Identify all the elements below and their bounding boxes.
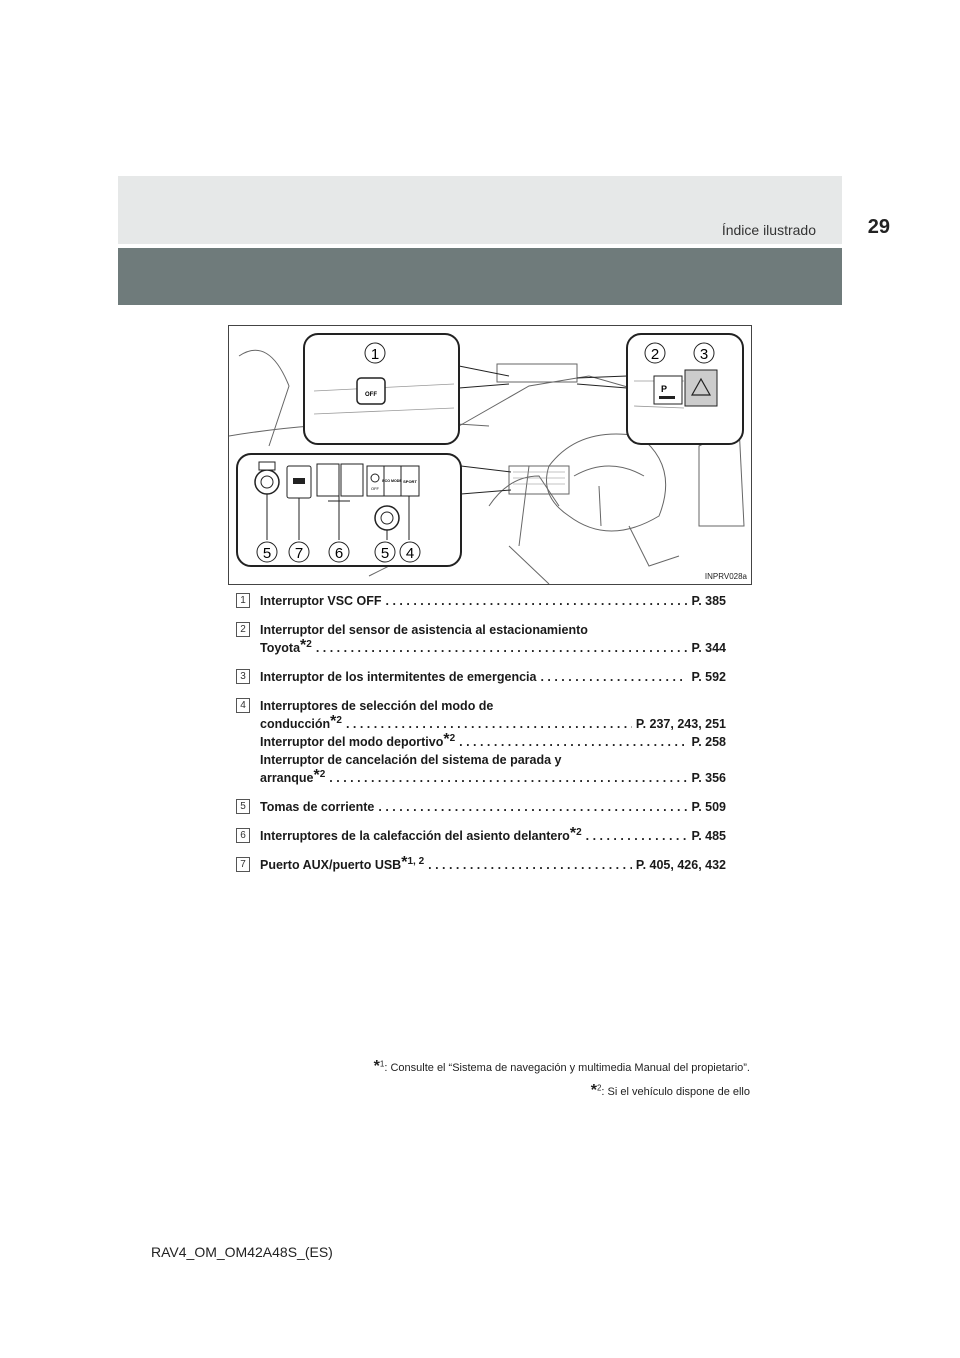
list-item (236, 668, 726, 686)
list-item (236, 827, 726, 845)
callout-number-4: 4 (405, 545, 415, 562)
item-text: Interruptores de la calefacción del asiento delantero (260, 829, 570, 843)
item-line (260, 668, 726, 686)
item-number: 5 (236, 799, 250, 814)
item-number: 2 (236, 622, 250, 637)
item-text: Interruptores de selección del modo de (260, 699, 494, 713)
item-line: conducción$^{*2}$ . . . P. 237, 243, 251 (260, 715, 726, 733)
vsc-switch-label: OFF (365, 392, 377, 398)
footnote: *$^2$: Si el vehículo dispone de ello (590, 1082, 750, 1099)
item-line: Interruptores de la calefacción del asiento delantero$^{*2}$ . . . P. 485 (260, 827, 726, 845)
auto-off-label: OFF (371, 486, 379, 491)
item-line: Puerto AUX/puerto USB$^{*1, 2}$ . . . P. 405, 426, 432 (260, 856, 726, 874)
item-text: conducción (260, 717, 331, 731)
list-item (236, 798, 726, 816)
footnote-number: 2 (596, 1083, 602, 1093)
footnote-marker: 2 (306, 639, 312, 650)
footnote-marker: 2 (319, 769, 326, 780)
page-reference[interactable]: P. 485 (691, 829, 726, 843)
item-text: Interruptor de los intermitentes de emergencia (260, 670, 537, 684)
page-number: 29 (867, 216, 890, 238)
footnote-marker: 1, 2 (407, 856, 425, 867)
dashboard-illustration (228, 325, 752, 585)
eco-mode-label: ECO MODE (382, 479, 402, 483)
item-text: Interruptor de cancelación del sistema de parada y (260, 753, 562, 767)
callout-number-3: 3 (699, 346, 709, 363)
item-number: 4 (236, 698, 250, 713)
item-number: 7 (236, 857, 250, 872)
footnote-marker: 2 (449, 733, 456, 744)
item-line: arranque$^{*2}$ . . . P. 356 (260, 769, 726, 787)
list-item (236, 856, 726, 874)
footnote-text: : Consulte el “Sistema de navegación y multimedia Manual del propietario”. (384, 1062, 750, 1074)
list-item (236, 697, 726, 787)
callout-number-5b: 5 (380, 545, 390, 562)
item-line (260, 798, 726, 816)
item-line (260, 621, 726, 639)
page-reference[interactable]: P. 344 (691, 641, 726, 655)
callout-number-7: 7 (294, 545, 304, 562)
section-title: Índice ilustrado (721, 222, 816, 238)
item-line: Interruptor del modo deportivo$^{*2}$ . . . P. 258 (260, 733, 726, 751)
section-bar (118, 248, 842, 305)
item-text: arranque (260, 771, 314, 785)
item-text: Puerto AUX/puerto USB (260, 858, 402, 872)
parking-sensor-switch (654, 376, 682, 404)
page-reference[interactable]: P. 509 (691, 800, 726, 814)
vsc-off-switch (357, 378, 385, 404)
footnote-number: 1 (379, 1059, 385, 1069)
list-item (236, 592, 726, 610)
page-reference[interactable]: P. 405, 426, 432 (635, 858, 726, 872)
document-code: RAV4_OM_OM42A48S_(ES) (151, 1244, 333, 1260)
item-text: Toyota (260, 641, 301, 655)
callout-number-6: 6 (334, 545, 344, 562)
sport-label: SPORT (403, 479, 417, 484)
item-number: 6 (236, 828, 250, 843)
dashboard-drawing (229, 326, 751, 584)
page-reference[interactable]: P. 356 (691, 771, 726, 785)
callout-number-2: 2 (650, 346, 660, 363)
callout-number-1: 1 (370, 346, 380, 363)
item-list (236, 592, 726, 885)
footnote-marker: 2 (576, 827, 582, 838)
page-reference[interactable]: P. 237, 243, 251 (635, 717, 726, 731)
item-text: Interruptor del modo deportivo (260, 735, 444, 749)
footnote: *$^1$: Consulte el “Sistema de navegación y multimedia Manual del propietario”. (373, 1058, 750, 1075)
footnote-marker: 2 (336, 715, 342, 726)
item-text: Interruptor del sensor de asistencia al estacionamiento (260, 623, 588, 637)
page-reference[interactable]: P. 385 (691, 594, 726, 608)
footnote-text: : Si el vehículo dispone de ello (601, 1086, 750, 1098)
item-line (260, 751, 726, 769)
item-text: Tomas de corriente (260, 800, 375, 814)
footnotes (374, 1058, 750, 1106)
item-text: Interruptor VSC OFF (260, 594, 382, 608)
item-line: Toyota$^{*2}$ . . . P. 344 (260, 639, 726, 657)
list-item (236, 621, 726, 657)
item-line (260, 592, 726, 610)
callout-number-5a: 5 (262, 545, 272, 562)
page-reference[interactable]: P. 592 (691, 670, 726, 684)
item-number: 3 (236, 669, 250, 684)
page-reference[interactable]: P. 258 (691, 735, 726, 749)
hazard-switch (685, 370, 717, 406)
figure-code: INPRV028a (704, 572, 747, 581)
item-number: 1 (236, 593, 250, 608)
svg-text:P: P (661, 384, 668, 394)
